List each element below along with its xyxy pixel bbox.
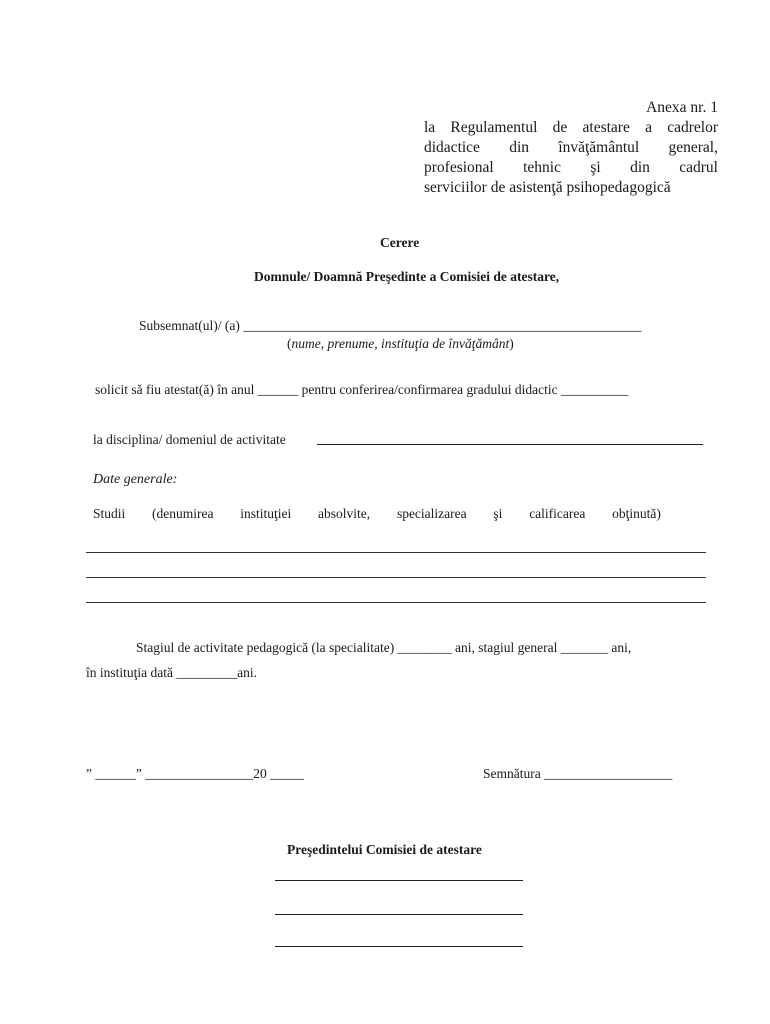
studies-word: calificarea <box>529 506 586 521</box>
annex-line: la Regulamentul de atestare a cadrelor <box>424 119 718 136</box>
studies-label <box>93 506 661 522</box>
form-title: Cerere <box>380 235 420 250</box>
undersigned-hint: (nume, prenume, instituţia de învăţământ) <box>287 336 514 351</box>
annex-header <box>424 98 718 198</box>
request-line[interactable]: solicit să fiu atestat(ă) în anul ______ pentru conferirea/confirmarea gradului didactic __________ <box>95 382 629 397</box>
undersigned-field[interactable]: Subsemnat(ul)/ (a) ___________________________________________________________ <box>139 318 642 333</box>
annex-line: didactice din învăţământul general, <box>424 139 718 156</box>
studies-input-line[interactable] <box>86 577 706 578</box>
experience-line[interactable]: în instituţia dată _________ani. <box>86 665 257 680</box>
general-data-label: Date generale: <box>93 472 178 487</box>
footer-input-line[interactable] <box>275 946 523 947</box>
studies-input-line[interactable] <box>86 552 706 553</box>
studies-word: obţinută) <box>612 506 661 521</box>
studies-input-line[interactable] <box>86 602 706 603</box>
studies-word: specializarea <box>396 506 467 521</box>
studies-word: absolvite, <box>318 506 371 521</box>
form-addressee: Domnule/ Doamnă Preşedinte a Comisiei de atestare, <box>254 269 560 284</box>
footer-input-line[interactable] <box>275 914 523 915</box>
studies-word: Studii <box>93 506 126 521</box>
footer-title: Preşedintelui Comisiei de atestare <box>287 842 482 857</box>
discipline-label: la disciplina/ domeniul de activitate <box>93 432 286 447</box>
footer-input-line[interactable] <box>275 880 523 881</box>
annex-line: serviciilor de asistenţă psihopedagogică <box>424 179 671 196</box>
experience-line[interactable]: Stagiul de activitate pedagogică (la specialitate) ________ ani, stagiul general _______ ani, <box>136 640 632 655</box>
studies-word: (denumirea <box>152 506 214 521</box>
studies-word: instituţiei <box>240 506 292 521</box>
studies-word: şi <box>493 506 503 521</box>
annex-line: profesional tehnic şi din cadrul <box>424 159 718 176</box>
discipline-input-line[interactable] <box>317 444 703 445</box>
date-field[interactable]: ” ______” ________________20 _____ <box>86 766 304 781</box>
signature-field[interactable]: Semnătura ___________________ <box>483 766 673 781</box>
annex-number: Anexa nr. 1 <box>646 99 718 116</box>
